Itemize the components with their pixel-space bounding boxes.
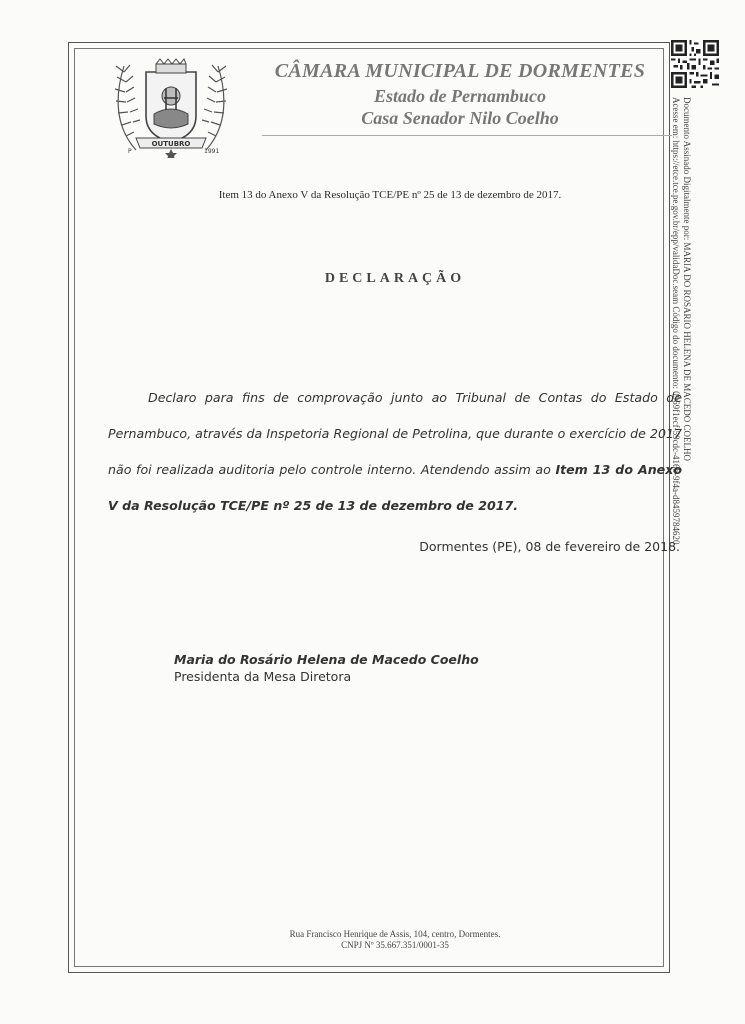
state-name: Estado de Pernambuco [373, 86, 546, 106]
footer-address: Rua Francisco Henrique de Assis, 104, centro, Dormentes. [289, 929, 501, 939]
signatory-role: Presidenta da Mesa Diretora [174, 669, 352, 684]
body-text: Declaro para fins de comprovação junto ao Tribunal de Contas do Estado de Pernambuco, através da Inspetoria Regional de Petrolina, que durante o exercício de 2017 não foi realizada auditoria pelo controle interno. Atendendo assim ao [108, 390, 682, 477]
body-emphasis: Item 13 do Anexo V da Resolução TCE/PE nº 25 de 13 de dezembro de 2017. [108, 462, 682, 513]
footer-cnpj: CNPJ Nº 35.667.351/0001-35 [341, 940, 449, 950]
municipal-crest-logo [106, 58, 236, 158]
date-line: Dormentes (PE), 08 de fevereiro de 2018. [419, 539, 680, 554]
qr-code-icon [671, 40, 719, 88]
star-icon [165, 149, 177, 158]
institution-name: CÂMARA MUNICIPAL DE DORMENTES [274, 60, 646, 82]
signatory-name: Maria do Rosário Helena de Macedo Coelho [174, 652, 479, 667]
reference-line: Item 13 do Anexo V da Resolução TCE/PE nº 25 de 13 de dezembro de 2017. [218, 189, 562, 201]
crest-left-text: P [128, 148, 132, 155]
document-title: DECLARAÇÃO [324, 271, 466, 286]
crest-ribbon-text: OUTUBRO [151, 140, 191, 148]
side-note-line-1: Documento Assinado Digitalmente por: MARIA DO ROSARIO HELENA DE MACEDO COELHO [682, 97, 692, 461]
crest-year-text: 1991 [204, 148, 220, 155]
side-note-line-2: Acesse em: https://etce.tce.pe.gov.br/epp/validaDoc.seam Código do documento: 0969f1ecf-59cdc-416b-9f4a-d8459784620 [671, 97, 681, 545]
header-divider [262, 135, 672, 136]
declaration-body [108, 380, 682, 524]
house-name: Casa Senador Nilo Coelho [361, 108, 559, 128]
